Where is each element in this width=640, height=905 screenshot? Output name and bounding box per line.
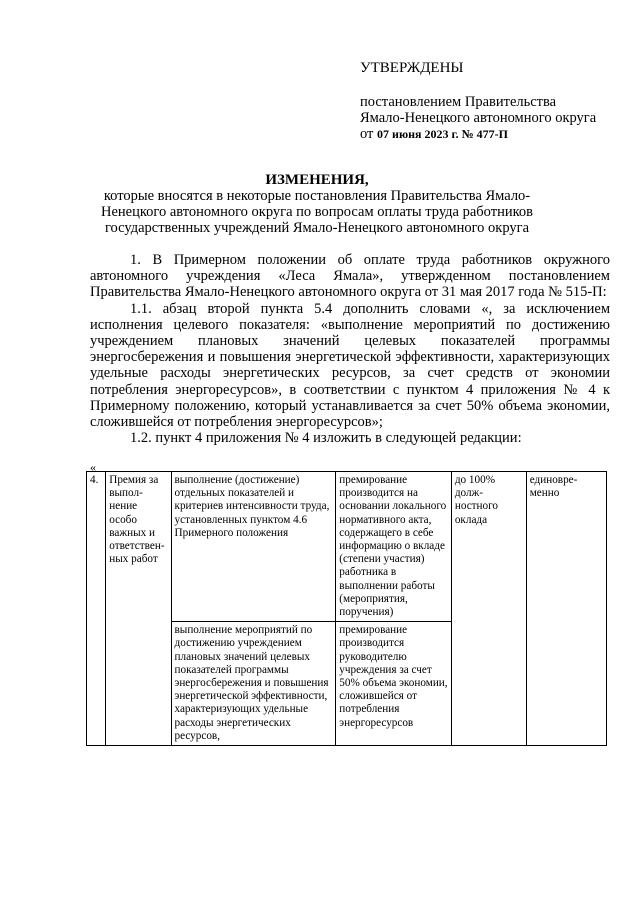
approval-title: УТВЕРЖДЕНЫ xyxy=(360,60,464,76)
cell-condition-2: премирование производится руководителю учреждения за счет 50% объема экономии, сложившейся от потребления энергоресурсов xyxy=(336,622,452,746)
cell-amount: до 100% долж-ностного оклада xyxy=(451,472,526,746)
paragraph-1-1: 1.1. абзац второй пункта 5.4 дополнить словами «, за исключением исполнения целевого показателя: «выполнение мероприятий по достижению учреждением плановых значений целевых показателей программы энергосбережения и повышения энергетической эффективности, характеризующих удельные расходы энергетических ресурсов, за счет средств от экономии потребления энергоресурсов», в соответствии с пунктом 4 приложения № 4 к Примерному положению, который устанавливается за счет 50% объема экономии, сложившейся от потребления энергоресурсов»; xyxy=(90,300,610,431)
paragraph-1-2: 1.2. пункт 4 приложения № 4 изложить в следующей редакции: xyxy=(130,430,522,447)
cell-frequency: единовре-менно xyxy=(526,472,606,746)
opening-quote: « xyxy=(90,460,96,474)
approval-block xyxy=(360,60,630,142)
document-body xyxy=(90,252,610,446)
paragraph-1: 1. В Примерном положении об оплате труда работников окружного автономного учреждения «Леса Ямала», утвержденном постановлением Правительства Ямало-Ненецкого автономного округа от 31 мая 2017 года № 515-П: xyxy=(90,252,610,301)
cell-criteria-2: выполнение мероприятий по достижению учреждением плановых значений целевых показателей программы энергосбережения и повышения энергетической эффективности, характеризующих удельные расходы энергетических ресурсов, xyxy=(171,622,336,746)
approval-date: 07 июня 2023 г. № 477-П xyxy=(377,127,509,141)
bonus-table xyxy=(86,471,607,746)
approval-line-2: Ямало-Ненецкого автономного округа xyxy=(360,110,597,126)
heading-title: ИЗМЕНЕНИЯ, xyxy=(265,172,369,188)
approval-date-line xyxy=(360,126,630,142)
cell-bonus-name: Премия за выпол-нение особо важных и ответствен-ных работ xyxy=(106,472,171,746)
heading-subtitle: которые вносятся в некоторые постановления Правительства Ямало-Ненецкого автономного округа по вопросам оплаты труда работников государственных учреждений Ямало-Ненецкого автономного округа xyxy=(100,188,534,236)
approval-date-prefix: от xyxy=(360,126,374,142)
cell-criteria-1: выполнение (достижение) отдельных показателей и критериев интенсивности труда, установленных пунктом 4.6 Примерного положения xyxy=(171,472,336,622)
cell-number: 4. xyxy=(87,472,106,746)
document-heading xyxy=(80,172,554,236)
approval-line-1: постановлением Правительства xyxy=(360,94,557,110)
table-row xyxy=(87,472,607,622)
cell-condition-1: премирование производится на основании локального нормативного акта, содержащего в себе информацию о вкладе (степени участия) работника в выполнении работы (мероприятия, поручения) xyxy=(336,472,452,622)
